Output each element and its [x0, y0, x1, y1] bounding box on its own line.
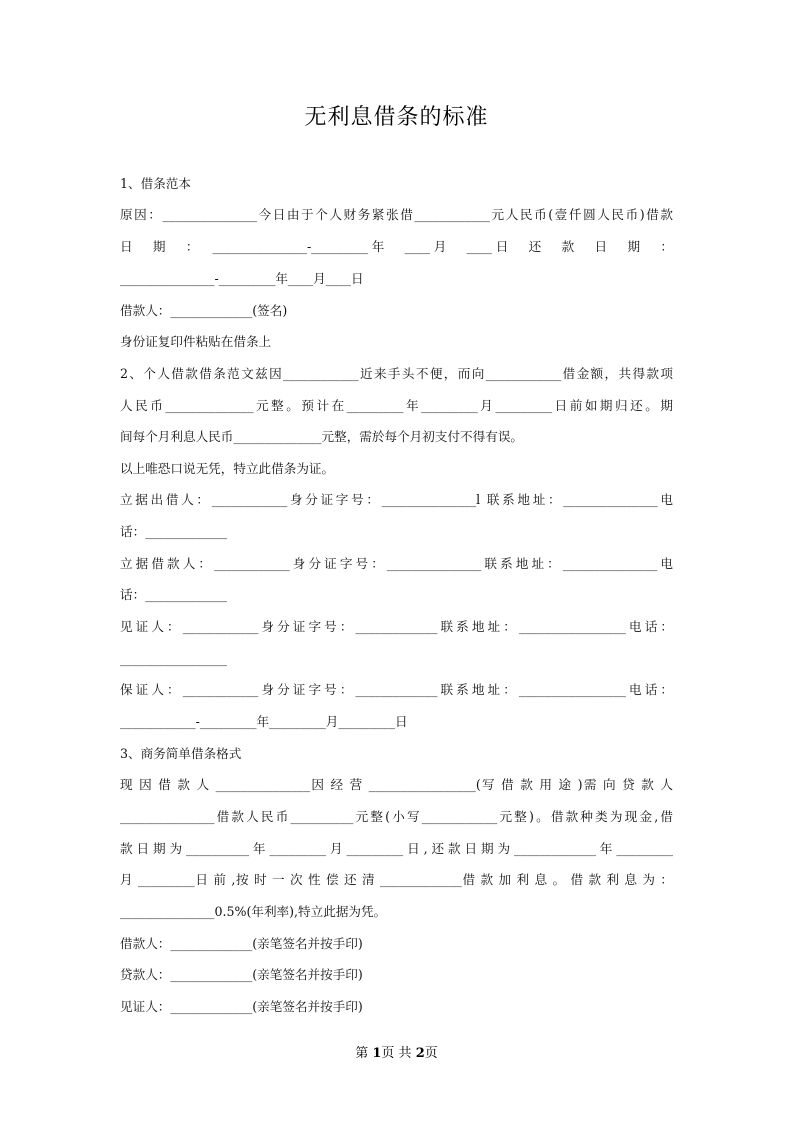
- body-line: 2、个人借款借条范文兹因____________近来手头不便，而向____________借金额，共得款项: [120, 366, 673, 381]
- body-line: 3、商务简单借条格式: [120, 746, 242, 761]
- body-line: ____________-_________年_________月_________日: [120, 714, 408, 729]
- body-line: 人民币______________元整。预计在_________年_________月_________日前如期归还。期: [120, 398, 673, 413]
- footer-page-number: 1: [372, 1046, 382, 1061]
- body-line: 身份证复印件粘贴在借条上: [120, 334, 272, 349]
- body-line: 现 因 借 款 人 _______________因 经 营 _________________(写 借 款 用 途 )需 向 贷 款 人: [120, 777, 673, 792]
- body-line: 话：_____________: [120, 587, 228, 602]
- body-line: 贷款人：_____________(亲笔签名并按手印): [120, 967, 363, 982]
- body-line: 间每个月利息人民币______________元整，需於每个月初支付不得有误。: [120, 429, 523, 444]
- body-line: _________________: [120, 651, 228, 666]
- body-line: 款日期为__________年_________月_________日,还款日期为_____________年_________: [120, 841, 673, 856]
- body-line: 月 _________日 前 ,按 时 一 次 性 偿 还 清 _____________借 款 加 利 息 。 借 款 利 息 为 ：: [120, 872, 673, 887]
- body-line: 话：_____________: [120, 524, 228, 539]
- body-line: 日 期 ： _______________-_________年 ____月 ____日 还 款 日 期 ：: [120, 239, 673, 254]
- body-line: 立据借款人：____________身分证字号：_______________联系地址：_______________电: [120, 556, 673, 571]
- body-line: 原因：_______________今日由于个人财务紧张借____________元人民币(壹仟圆人民币)借款: [120, 207, 673, 222]
- body-line: _______________-_________年____月____日: [120, 271, 364, 286]
- body-line: 借款人：_____________(签名): [120, 303, 288, 318]
- footer-total-pages: 2: [415, 1046, 425, 1061]
- document-title: 无利息借条的标准: [304, 105, 489, 130]
- body-line: 以上唯恐口说无凭，特立此借条为证。: [120, 461, 335, 476]
- page-footer: [0, 1042, 793, 1061]
- footer-mid: 页 共: [381, 1046, 416, 1061]
- body-line: 立据出借人：____________身分证字号：_______________l 联系地址：_______________电: [120, 492, 673, 507]
- footer-prefix: 第: [355, 1046, 373, 1061]
- body-line: 见证人：____________身分证字号：_____________联系地址：_________________电话：: [120, 619, 673, 634]
- footer-suffix: 页: [424, 1046, 438, 1061]
- body-line: _______________0.5%(年利率),特立此据为凭。: [120, 904, 387, 919]
- body-line: 借款人：_____________(亲笔签名并按手印): [120, 936, 363, 951]
- body-line: _______________借款人民币__________元整(小写____________元整)。借款种类为现金,借: [120, 809, 673, 824]
- body-line: 见证人：_____________(亲笔签名并按手印): [120, 999, 363, 1014]
- body-line: 保证人：____________身分证字号：_____________联系地址：_________________电话：: [120, 682, 673, 697]
- body-line: 1、借条范本: [120, 176, 191, 191]
